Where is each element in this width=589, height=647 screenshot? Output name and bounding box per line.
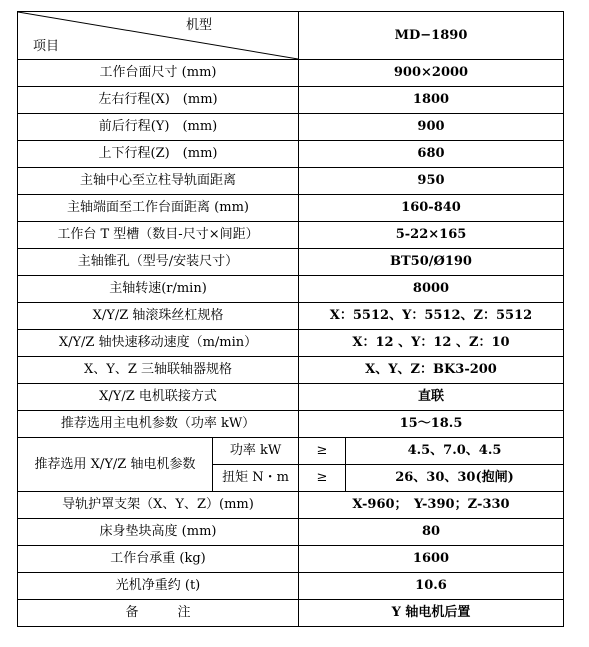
motor-sub-name: 功率 kW — [213, 438, 299, 465]
table-row — [18, 492, 564, 519]
row-value: X：12 、Y：12 、Z：10 — [299, 330, 564, 357]
row-value: X：5512、Y：5512、Z：5512 — [299, 303, 564, 330]
diagonal-line — [18, 12, 298, 59]
row-label: 推荐选用主电机参数（功率 kW） — [18, 411, 299, 438]
row-value: 900 — [299, 114, 564, 141]
row-value: 950 — [299, 168, 564, 195]
row-label: 工作台 T 型槽（数目-尺寸×间距） — [18, 222, 299, 249]
header-diagonal-cell — [18, 12, 299, 60]
row-label: X/Y/Z 轴滚珠丝杠规格 — [18, 303, 299, 330]
row-value: X-960； Y-390；Z-330 — [299, 492, 564, 519]
row-label: X、Y、Z 三轴联轴器规格 — [18, 357, 299, 384]
table-row — [18, 276, 564, 303]
row-label: 光机净重约 (t) — [18, 573, 299, 600]
row-value: 8000 — [299, 276, 564, 303]
motor-group-label: 推荐选用 X/Y/Z 轴电机参数 — [18, 438, 213, 492]
table-row — [18, 546, 564, 573]
row-value: 80 — [299, 519, 564, 546]
table-row — [18, 249, 564, 276]
row-value: 1800 — [299, 87, 564, 114]
table-row — [18, 195, 564, 222]
row-label: X/Y/Z 轴快速移动速度（m/min） — [18, 330, 299, 357]
motor-sub-symbol: ≥ — [299, 465, 346, 492]
row-label: X/Y/Z 电机联接方式 — [18, 384, 299, 411]
motor-sub-symbol: ≥ — [299, 438, 346, 465]
table-row — [18, 600, 564, 627]
row-value: 160-840 — [299, 195, 564, 222]
table-row — [18, 168, 564, 195]
motor-sub-row — [18, 438, 564, 465]
row-value: 15～18.5 — [299, 411, 564, 438]
row-value: 1600 — [299, 546, 564, 573]
row-label: 床身垫块高度 (mm) — [18, 519, 299, 546]
table-row — [18, 87, 564, 114]
table-row — [18, 357, 564, 384]
table-row — [18, 573, 564, 600]
row-label: 上下行程(Z) (mm) — [18, 141, 299, 168]
motor-sub-value: 26、30、30(抱闸) — [346, 465, 564, 492]
table-row — [18, 330, 564, 357]
motor-sub-name: 扭矩 N・m — [213, 465, 299, 492]
row-label: 备 注 — [18, 600, 299, 627]
row-value: X、Y、Z：BK3-200 — [299, 357, 564, 384]
row-label: 导轨护罩支架（X、Y、Z）(mm) — [18, 492, 299, 519]
row-label: 左右行程(X) (mm) — [18, 87, 299, 114]
table-row — [18, 384, 564, 411]
header-row — [18, 12, 564, 60]
row-value: 直联 — [299, 384, 564, 411]
table-row — [18, 222, 564, 249]
table-row — [18, 60, 564, 87]
row-value: 900×2000 — [299, 60, 564, 87]
table-row — [18, 141, 564, 168]
row-label: 前后行程(Y) (mm) — [18, 114, 299, 141]
row-value: 680 — [299, 141, 564, 168]
row-value: 10.6 — [299, 573, 564, 600]
table-row — [18, 114, 564, 141]
row-label: 工作台承重 (kg) — [18, 546, 299, 573]
row-value: 5-22×165 — [299, 222, 564, 249]
header-model-value: MD−1890 — [299, 12, 564, 60]
table-row — [18, 519, 564, 546]
row-value: BT50/Ø190 — [299, 249, 564, 276]
table-row — [18, 411, 564, 438]
spec-table — [17, 11, 564, 627]
row-label: 主轴中心至立柱导轨面距离 — [18, 168, 299, 195]
row-label: 工作台面尺寸 (mm) — [18, 60, 299, 87]
table-row — [18, 303, 564, 330]
row-label: 主轴转速(r/min) — [18, 276, 299, 303]
header-item-label: 项目 — [33, 39, 60, 55]
row-label: 主轴锥孔（型号/安装尺寸） — [18, 249, 299, 276]
row-value: Y 轴电机后置 — [299, 600, 564, 627]
motor-sub-value: 4.5、7.0、4.5 — [346, 438, 564, 465]
header-model-label: 机型 — [185, 18, 212, 33]
row-label: 主轴端面至工作台面距离 (mm) — [18, 195, 299, 222]
